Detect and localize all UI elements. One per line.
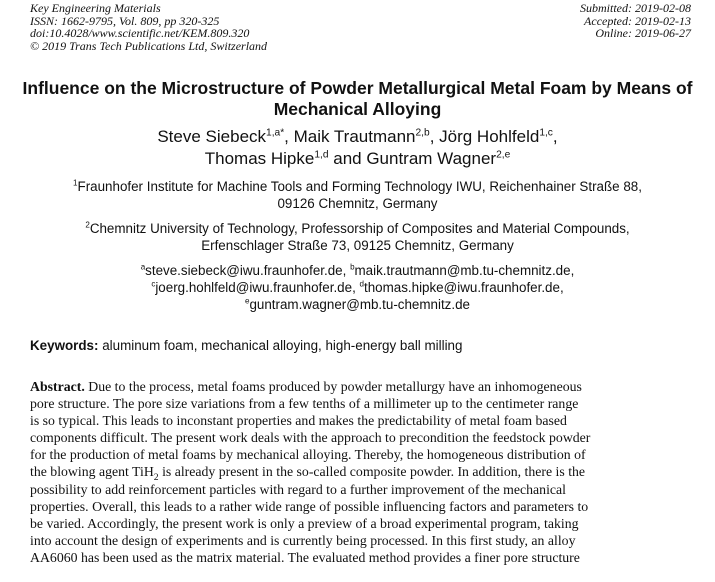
author-affiliation-mark: 1,c [539,127,553,139]
author-separator: and [328,149,367,168]
abstract-line: components difficult. The present work deals with the approach to precondition the feedstock powder [30,430,591,446]
online-date: Online: 2019-06-27 [595,26,691,41]
submission-dates [580,2,691,40]
abstract-line: pore structure. The pore size variations from a few tenths of a millimeter up to the centimeter range [30,396,579,412]
author-separator: , [552,127,558,146]
journal-doi: doi:10.4028/www.scientific.net/KEM.809.320 [30,26,250,41]
abstract-label: Abstract. [30,379,85,394]
email-mark: d [359,279,364,289]
keywords-label: Keywords: [30,338,99,353]
abstract-line: is so typical. This leads to inconstant properties and makes the predictability of metal foam based [30,413,567,429]
author-name: Jörg Hohlfeld [439,127,540,146]
abstract-line: into account the design of experiments and is currently being processed. In this first study, an alloy [30,532,576,548]
keywords-text: aluminum foam, mechanical alloying, high-energy ball milling [102,338,463,353]
author-name: Guntram Wagner [366,149,497,168]
email-address: guntram.wagner@mb.tu-chemnitz.de [249,297,470,312]
abstract-line [30,463,678,484]
affiliation-line: Chemnitz University of Technology, Professorship of Composites and Material Compounds, [89,221,630,236]
abstract-line: possibility to add reinforcement particles with regard to a further improvement of the mechanical [30,481,566,497]
keywords [30,337,462,354]
affiliation-2 [20,220,695,254]
paper-title: Influence on the Microstructure of Powder Metallurgical Metal Foam by Means of Mechanical Alloying [22,78,693,119]
email-separator: , [559,280,564,295]
journal-info [30,2,267,52]
email-mark: c [151,279,156,289]
email-mark: a [140,262,146,272]
author-affiliation-mark: 2,b [415,127,430,139]
abstract-line: be varied. Accordingly, the present work is only a preview of a broad experimental program, taking [30,515,579,531]
abstract-line: properties. Overall, this leads to a rather wide range of possible influencing factors and parameters to [30,498,589,514]
abstract-line [30,378,678,395]
email-address: steve.siebeck@iwu.fraunhofer.de [145,263,343,278]
journal-copyright: © 2019 Trans Tech Publications Ltd, Switzerland [30,38,268,53]
author-name: Thomas Hipke [204,149,315,168]
affiliation-line: Fraunhofer Institute for Machine Tools and Forming Technology IWU, Reichenhainer Straße 88, [77,179,642,194]
abstract-text: the blowing agent TiH [30,464,154,480]
email-separator: , [352,280,360,295]
author-name: Steve Siebeck [157,127,267,146]
email-mark: b [350,262,355,272]
affiliation-mark: 1 [73,178,78,188]
email-address: joerg.hohlfeld@iwu.fraunhofer.de [155,280,353,295]
abstract-line: for the production of metal foams by mechanical alloying. Thereby, the homogeneous distribution of [30,447,586,463]
author-list [20,126,695,170]
author-name: Maik Trautmann [293,127,416,146]
abstract-line: AA6060 has been used as the matrix material. The evaluated method provides a finer pore structure [30,549,580,565]
email-separator: , [570,263,575,278]
affiliation-1 [20,178,695,212]
submitted-date: Submitted: 2019-02-08 [580,1,691,15]
abstract-text: is already present in the so-called composite powder. In addition, there is the [158,464,586,480]
author-separator: , [284,127,294,146]
affiliation-mark: 2 [85,220,90,230]
author-affiliation-mark: 2,e [496,149,511,161]
journal-issn: ISSN: 1662-9795, Vol. 809, pp 320-325 [30,13,220,28]
affiliation-line: Erfenschlager Straße 73, 09125 Chemnitz, Germany [201,238,514,253]
abstract-text: Due to the process, metal foams produced by powder metallurgy have an inhomogeneous [84,379,582,394]
journal-name: Key Engineering Materials [30,1,161,15]
email-separator: , [342,263,351,278]
author-separator: , [429,127,440,146]
email-address: maik.trautmann@mb.tu-chemnitz.de [354,263,571,278]
accepted-date: Accepted: 2019-02-13 [584,13,691,28]
author-emails [20,262,695,313]
email-address: thomas.hipke@iwu.fraunhofer.de [363,280,560,295]
abstract [30,378,678,566]
author-affiliation-mark: 1,a* [266,127,285,139]
author-affiliation-mark: 1,d [314,149,329,161]
subscript: 2 [153,472,159,484]
affiliation-line: 09126 Chemnitz, Germany [277,196,438,211]
email-mark: e [245,296,250,306]
